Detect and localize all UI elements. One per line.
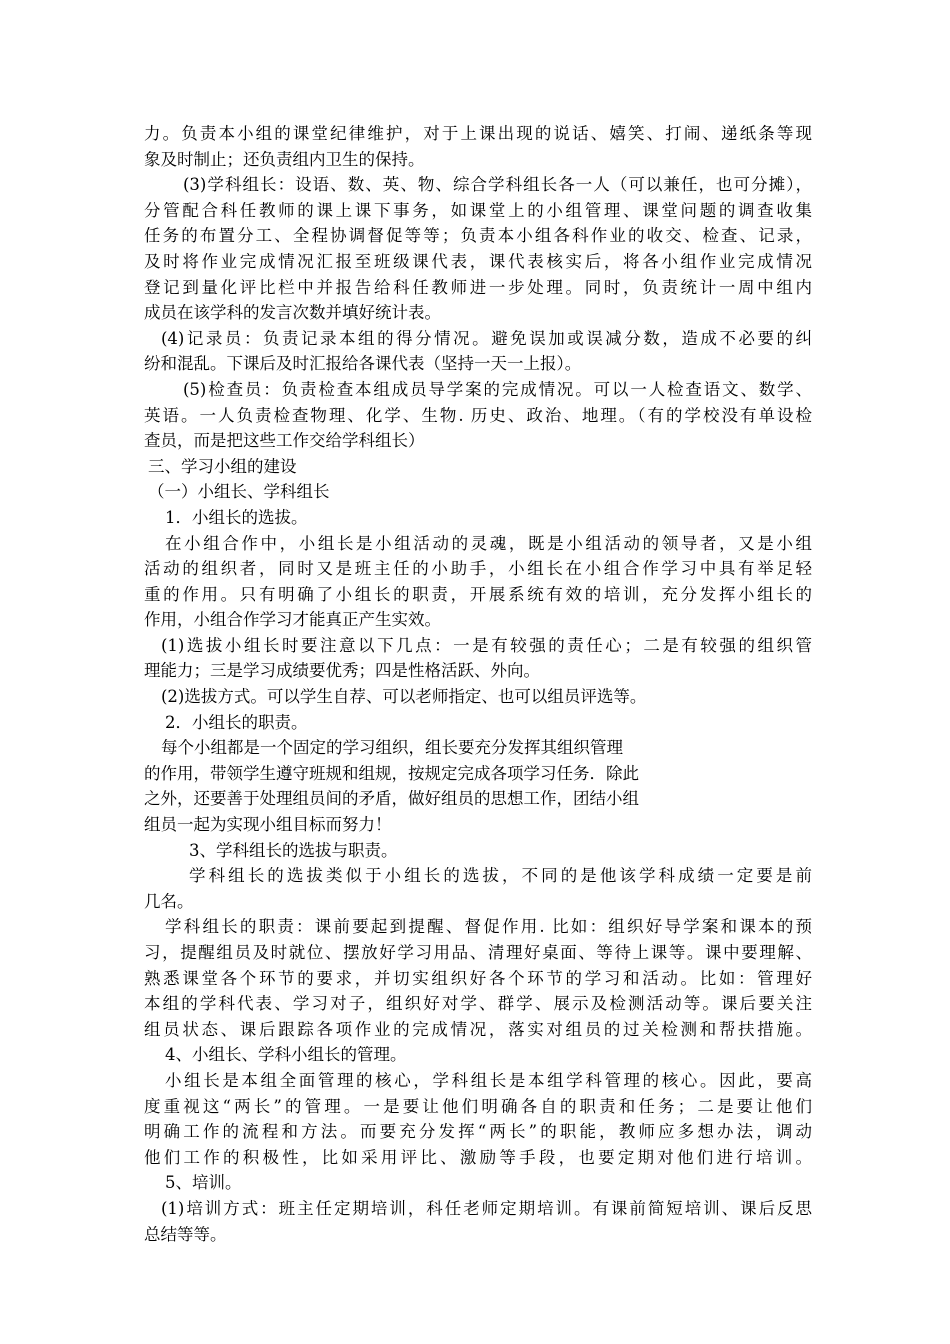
text-line: 登记到量化评比栏中并报告给科任教师进一步处理。同时，负责统计一周中组内 xyxy=(144,277,812,297)
text-line: 查员，而是把这些工作交给学科组长） xyxy=(144,431,425,451)
text-line: 他们工作的积极性，比如采用评比、激励等手段，也要定期对他们进行培训。 xyxy=(144,1147,812,1167)
text-line: 纷和混乱。下课后及时汇报给各课代表（坚持一天一上报）。 xyxy=(144,354,582,374)
text-line: 力。负责本小组的课堂纪律维护，对于上课出现的说话、嬉笑、打闹、递纸条等现 xyxy=(144,124,812,143)
text-line: 5、培训。 xyxy=(165,1173,242,1193)
text-line: （一）小组长、学科组长 xyxy=(148,482,330,502)
text-line: 3、学科组长的选拔与职责。 xyxy=(189,840,398,860)
text-line: 理能力；三是学习成绩要优秀；四是性格活跃、外向。 xyxy=(144,661,540,681)
text-line: 成员在该学科的发言次数并填好统计表。 xyxy=(144,303,441,323)
text-line: 任务的布置分工、全程协调督促等等；负责本小组各科作业的收交、检查、记录， xyxy=(144,226,812,246)
text-line: 分管配合科任教师的课上课下事务，如课堂上的小组管理、课堂问题的调查收集 xyxy=(144,200,812,220)
text-line: 熟悉课堂各个环节的要求，并切实组织好各个环节的学习和活动。比如：管理好 xyxy=(144,968,812,988)
text-line: (1)培训方式：班主任定期培训，科任老师定期培训。有课前简短培训、课后反思 xyxy=(161,1198,812,1218)
text-line: (3)学科组长：设语、数、英、物、综合学科组长各一人（可以兼任，也可分摊）， xyxy=(183,175,812,195)
text-line: 几名。 xyxy=(144,891,194,911)
text-line: 象及时制止；还负责组内卫生的保持。 xyxy=(144,149,425,169)
text-line: 总结等等。 xyxy=(144,1224,227,1244)
text-line: 活动的组织者，同时又是班主任的小助手，小组长在小组合作学习中具有举足轻 xyxy=(144,559,812,579)
text-line: 小组长是本组全面管理的核心，学科组长是本组学科管理的核心。因此，要高 xyxy=(165,1070,812,1090)
document-body xyxy=(144,121,812,1247)
text-line: (2)选拔方式。可以学生自荐、可以老师指定、也可以组员评选等。 xyxy=(161,687,647,707)
text-line: (5)检查员：负责检查本组成员导学案的完成情况。可以一人检查语文、数学、 xyxy=(183,379,812,399)
text-line: 在小组合作中，小组长是小组活动的灵魂，既是小组活动的领导者，又是小组 xyxy=(165,533,812,553)
text-line: 本组的学科代表、学习对子，组织好对学、群学、展示及检测活动等。课后要关注 xyxy=(144,994,812,1014)
text-line: 的作用，带领学生遵守班规和组规，按规定完成各项学习任务．除此 xyxy=(144,763,639,783)
text-line: 学科组长的选拔类似于小组长的选拔，不同的是他该学科成绩一定要是前 xyxy=(189,866,812,886)
text-line: 重的作用。只有明确了小组长的职责，开展系统有效的培训，充分发挥小组长的 xyxy=(144,584,812,604)
text-line: 组员状态、课后跟踪各项作业的完成情况，落实对组员的过关检测和帮扶措施。 xyxy=(144,1019,812,1039)
text-line: 及时将作业完成情况汇报至班级课代表，课代表核实后，将各小组作业完成情况 xyxy=(144,251,812,271)
text-line: 作用，小组合作学习才能真正产生实效。 xyxy=(144,610,441,630)
text-line: 每个小组都是一个固定的学习组织，组长要充分发挥其组织管理 xyxy=(161,738,623,758)
text-line: 1．小组长的选拔。 xyxy=(165,507,308,527)
text-line: 英语。一人负责检查物理、化学、生物. 历史、政治、地理。（有的学校没有单设检 xyxy=(144,405,812,425)
text-line: 4、小组长、学科小组长的管理。 xyxy=(165,1045,407,1065)
text-line: (1)选拔小组长时要注意以下几点：一是有较强的责任心；二是有较强的组织管 xyxy=(161,635,812,655)
text-line: 学科组长的职责：课前要起到提醒、督促作用. 比如：组织好导学案和课本的预 xyxy=(165,917,812,937)
text-line: (4)记录员：负责记录本组的得分情况。避免误加或误减分数，造成不必要的纠 xyxy=(161,328,812,348)
text-line: 三、学习小组的建设 xyxy=(148,456,297,476)
text-line: 明确工作的流程和方法。而要充分发挥“两长”的职能，教师应多想办法，调动 xyxy=(144,1122,812,1142)
text-line: 组员一起为实现小组目标而努力！ xyxy=(144,815,392,835)
text-line: 度重视这“两长”的管理。一是要让他们明确各自的职责和任务；二是要让他们 xyxy=(144,1096,812,1116)
text-line: 之外，还要善于处理组员间的矛盾，做好组员的思想工作，团结小组 xyxy=(144,789,639,809)
text-line: 2．小组长的职责。 xyxy=(165,712,308,732)
text-line: 习，提醒组员及时就位、摆放好学习用品、清理好桌面、等待上课等。课中要理解、 xyxy=(144,943,812,962)
